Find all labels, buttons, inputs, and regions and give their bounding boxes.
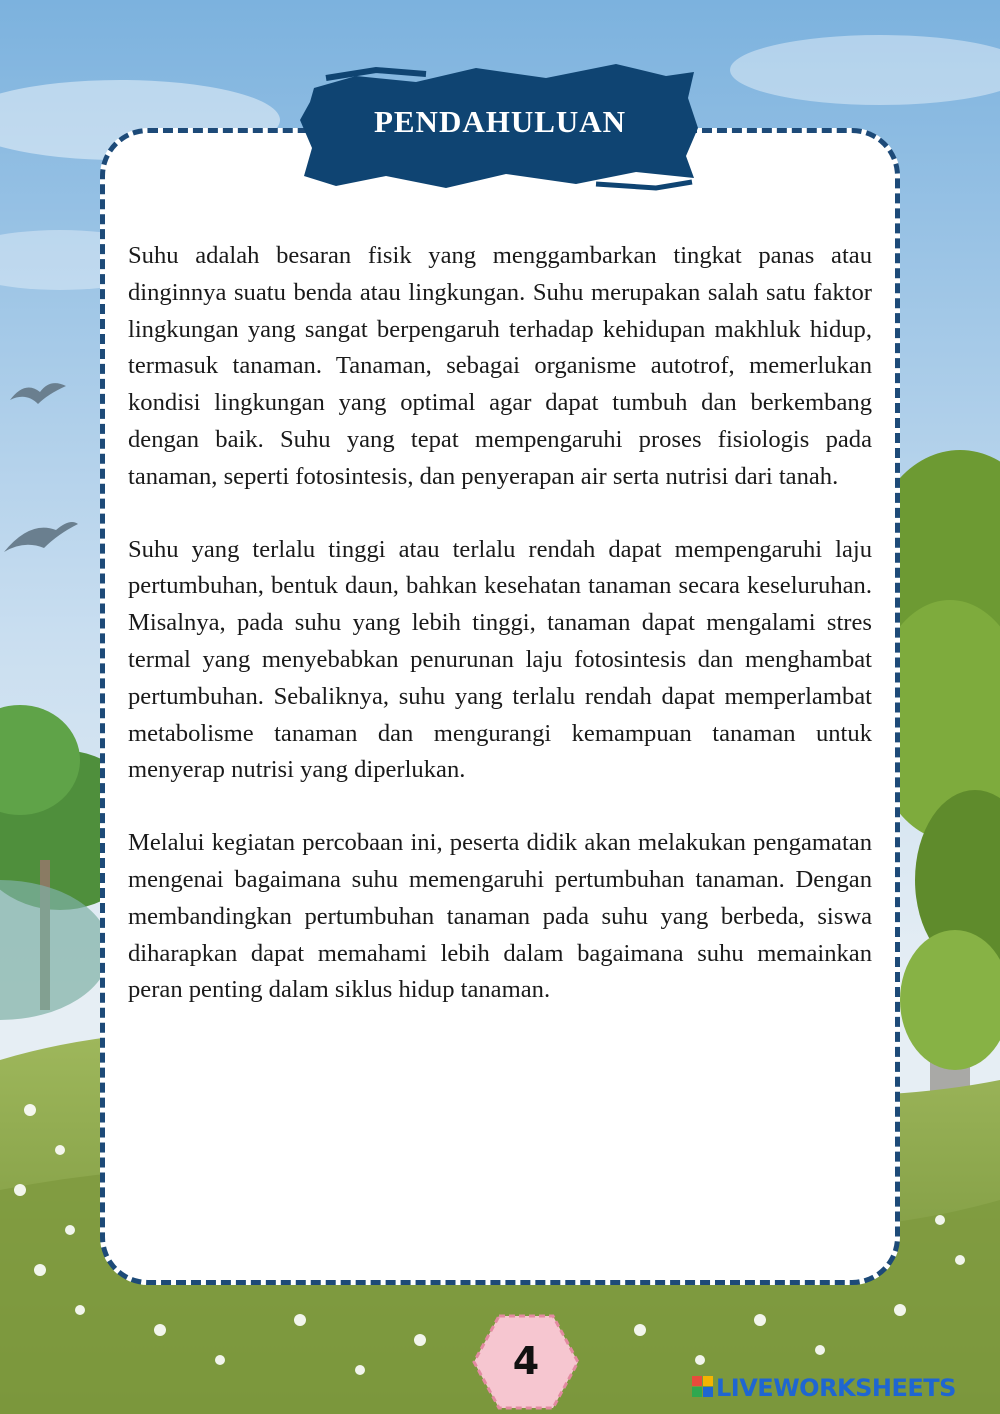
page-title: PENDAHULUAN xyxy=(373,104,627,139)
paragraph: Melalui kegiatan percobaan ini, peserta didik akan melakukan pengamatan mengenai bagaimana suhu memengaruhi pertumbuhan tanaman. Dengan membandingkan pertumbuhan tanaman pada suhu yang berbeda, siswa diharapkan dapat memahami lebih dalam bagaimana suhu memainkan peran penting dalam siklus hidup tanaman. xyxy=(128,829,872,1004)
watermark-text: LIVEWORKSHEETS xyxy=(716,1374,956,1402)
paragraph: Suhu yang terlalu tinggi atau terlalu rendah dapat mempengaruhi laju pertumbuhan, bentuk daun, bahkan kesehatan tanaman secara keseluruhan. Misalnya, pada suhu yang lebih tinggi, tanaman dapat mengalami stres termal yang menyebabkan penurunan laju fotosintesis dan menghambat pertumbuhan. Sebaliknya, suhu yang terlalu rendah dapat memperlambat metabolisme tanaman dan mengurangi kemampuan tanaman untuk menyerap nutrisi yang diperlukan. xyxy=(128,535,872,784)
body-text xyxy=(128,238,872,1045)
paragraph: Suhu adalah besaran fisik yang menggambarkan tingkat panas atau dinginnya suatu benda atau lingkungan. Suhu merupakan salah satu faktor lingkungan yang sangat berpengaruh terhadap kehidupan makhluk hidup, termasuk tanaman. Tanaman, sebagai organisme autotrof, memerlukan kondisi lingkungan yang optimal agar dapat tumbuh dan berkembang dengan baik. Suhu yang tepat mempengaruhi proses fisiologis pada tanaman, seperti fotosintesis, dan penyerapan air serta nutrisi dari tanah. xyxy=(128,242,872,490)
page-number: 4 xyxy=(512,1339,540,1383)
